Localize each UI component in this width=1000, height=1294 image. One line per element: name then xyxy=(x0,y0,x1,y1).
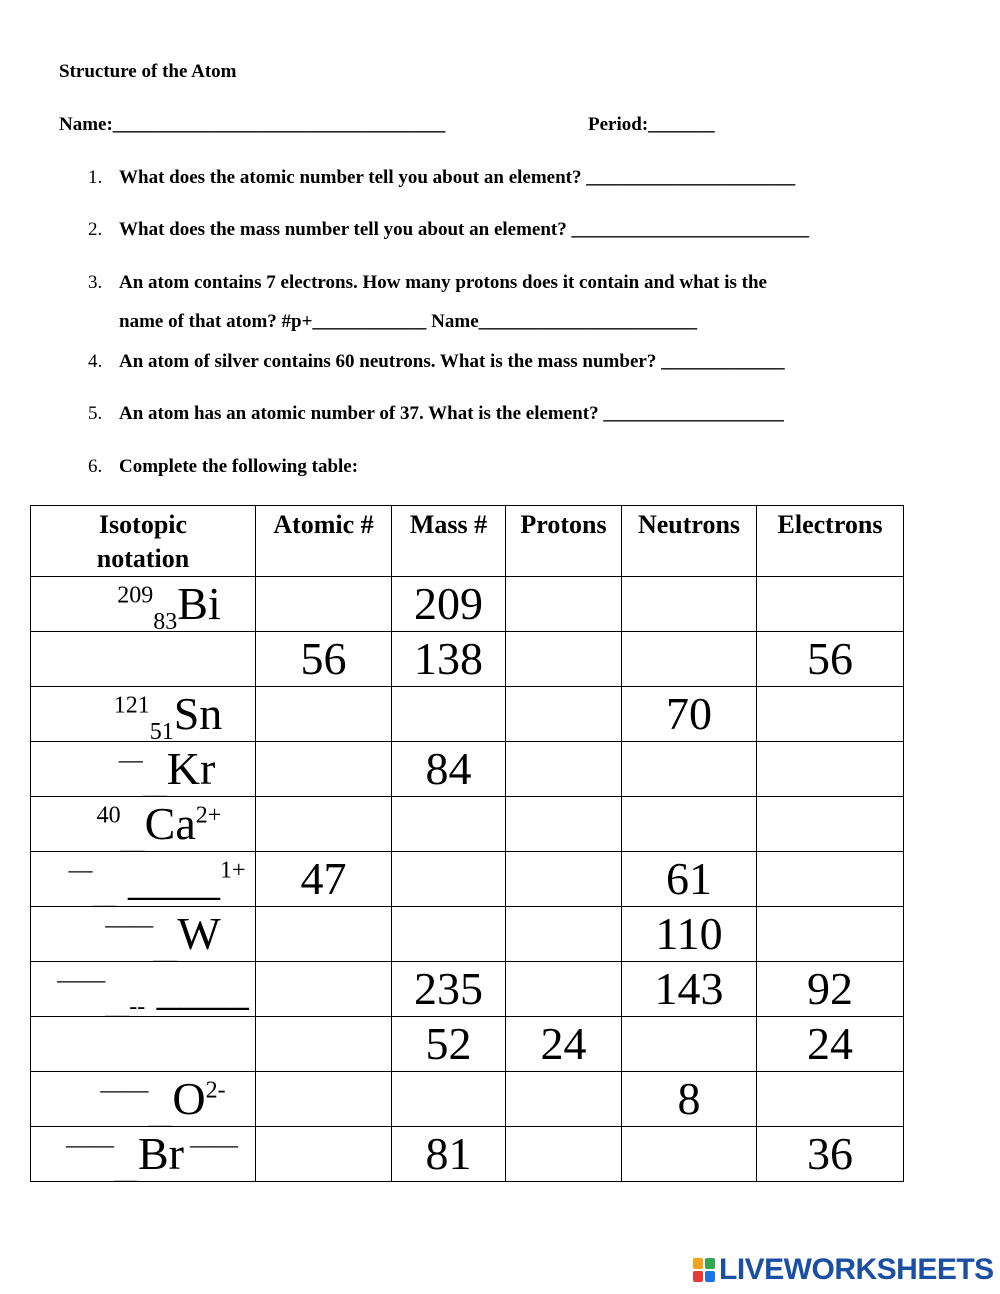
isotope-table xyxy=(30,505,904,1186)
cell-atomic-number[interactable] xyxy=(256,577,392,632)
charge-superscript: 1+ xyxy=(219,857,246,884)
logo-tile xyxy=(705,1271,715,1282)
header-isotopic-line2: notation xyxy=(96,544,190,573)
cell-protons[interactable] xyxy=(506,797,622,852)
mass-superscript: — xyxy=(118,747,143,774)
question-text[interactable]: What does the atomic number tell you about an element? ______________________ xyxy=(119,167,796,188)
cell-isotopic-notation[interactable] xyxy=(31,797,256,856)
table-row xyxy=(31,1017,904,1072)
atomic-subscript: __ xyxy=(153,939,178,966)
cell-electrons[interactable] xyxy=(757,907,904,962)
atomic-subscript: 83 xyxy=(153,609,178,636)
atomic-subscript: __-- xyxy=(105,994,146,1021)
cell-mass-number: 138 xyxy=(392,632,506,687)
question-text: Complete the following table: xyxy=(119,456,359,477)
cell-protons: 24 xyxy=(506,1017,622,1072)
logo-text: LIVEWORKSHEETS xyxy=(719,1253,994,1286)
cell-atomic-number[interactable] xyxy=(256,1017,392,1072)
question-text[interactable]: name of that atom? #p+____________ Name_______________________ xyxy=(119,311,698,332)
cell-atomic-number[interactable] xyxy=(256,1127,392,1182)
worksheet-title: Structure of the Atom xyxy=(59,61,237,82)
cell-mass-number: 209 xyxy=(392,577,506,632)
header-atomic-number: Atomic # xyxy=(256,506,392,577)
mass-superscript: —— xyxy=(100,1077,149,1104)
header-protons: Protons xyxy=(506,506,622,577)
cell-atomic-number[interactable] xyxy=(256,907,392,962)
table-row xyxy=(31,632,904,687)
cell-mass-number[interactable] xyxy=(392,852,506,907)
cell-neutrons[interactable] xyxy=(622,1127,757,1182)
cell-neutrons: 70 xyxy=(622,687,757,742)
cell-electrons: 92 xyxy=(757,962,904,1017)
cell-isotopic-notation[interactable] xyxy=(31,1072,256,1131)
question-number: 1. xyxy=(88,167,103,188)
cell-isotopic-notation[interactable] xyxy=(31,907,256,966)
cell-mass-number[interactable] xyxy=(392,907,506,962)
mass-superscript: —— xyxy=(66,1132,114,1159)
question-text[interactable]: An atom has an atomic number of 37. What is the element? ___________________ xyxy=(119,403,784,424)
cell-atomic-number: 56 xyxy=(256,632,392,687)
cell-protons[interactable] xyxy=(506,907,622,962)
cell-isotopic-notation[interactable] xyxy=(31,632,256,687)
cell-neutrons: 8 xyxy=(622,1072,757,1127)
cell-electrons: 36 xyxy=(757,1127,904,1182)
cell-electrons[interactable] xyxy=(757,742,904,797)
cell-protons[interactable] xyxy=(506,632,622,687)
cell-isotopic-notation[interactable] xyxy=(31,687,256,746)
cell-atomic-number[interactable] xyxy=(256,962,392,1017)
header-mass-number: Mass # xyxy=(392,506,506,577)
cell-protons[interactable] xyxy=(506,1127,622,1182)
cell-isotopic-notation[interactable] xyxy=(31,1127,256,1186)
cell-mass-number[interactable] xyxy=(392,797,506,852)
element-symbol: Sn xyxy=(173,688,223,739)
table-row xyxy=(31,962,904,1017)
logo-tile xyxy=(705,1258,715,1269)
table-row xyxy=(31,742,904,797)
header-isotopic-notation xyxy=(31,506,256,577)
cell-isotopic-notation[interactable] xyxy=(31,1017,256,1072)
element-symbol: ____ xyxy=(116,853,220,904)
cell-mass-number: 81 xyxy=(392,1127,506,1182)
cell-mass-number: 235 xyxy=(392,962,506,1017)
name-field[interactable]: Name:___________________________________ xyxy=(59,114,446,135)
element-symbol: W xyxy=(177,908,221,959)
atomic-subscript: __ xyxy=(92,884,117,911)
question-text: An atom contains 7 electrons. How many protons does it contain and what is the xyxy=(119,272,767,293)
charge-superscript: 2+ xyxy=(195,802,222,829)
question-number: 4. xyxy=(88,351,103,372)
cell-isotopic-notation[interactable] xyxy=(31,577,256,636)
cell-neutrons[interactable] xyxy=(622,742,757,797)
cell-protons[interactable] xyxy=(506,742,622,797)
atomic-subscript: 51 xyxy=(149,719,174,746)
logo-tile xyxy=(693,1271,703,1282)
mass-superscript: —— xyxy=(57,967,106,994)
question-number: 6. xyxy=(88,456,103,477)
period-field[interactable]: Period:_______ xyxy=(588,114,715,135)
cell-protons[interactable] xyxy=(506,852,622,907)
cell-neutrons[interactable] xyxy=(622,797,757,852)
cell-electrons[interactable] xyxy=(757,852,904,907)
table-row xyxy=(31,1072,904,1127)
cell-isotopic-notation[interactable] xyxy=(31,742,256,801)
cell-atomic-number[interactable] xyxy=(256,797,392,852)
cell-mass-number[interactable] xyxy=(392,687,506,742)
cell-neutrons[interactable] xyxy=(622,632,757,687)
element-symbol: ____ xyxy=(145,963,249,1014)
cell-atomic-number[interactable] xyxy=(256,687,392,742)
question-number: 3. xyxy=(88,272,103,293)
table-header-row xyxy=(31,506,904,577)
cell-atomic-number[interactable] xyxy=(256,1072,392,1127)
cell-mass-number[interactable] xyxy=(392,1072,506,1127)
cell-neutrons[interactable] xyxy=(622,577,757,632)
element-symbol: Ca xyxy=(144,798,196,849)
header-electrons: Electrons xyxy=(757,506,904,577)
question-text[interactable]: An atom of silver contains 60 neutrons. What is the mass number? _____________ xyxy=(119,351,785,372)
mass-superscript: — xyxy=(68,857,93,884)
header-isotopic-line1: Isotopic xyxy=(98,510,188,539)
cell-atomic-number[interactable] xyxy=(256,742,392,797)
cell-electrons[interactable] xyxy=(757,687,904,742)
cell-electrons: 56 xyxy=(757,632,904,687)
table-row xyxy=(31,797,904,852)
mass-superscript: 40 xyxy=(96,802,121,829)
cell-electrons[interactable] xyxy=(757,577,904,632)
cell-mass-number: 52 xyxy=(392,1017,506,1072)
cell-protons[interactable] xyxy=(506,687,622,742)
question-number: 2. xyxy=(88,219,103,240)
cell-isotopic-notation[interactable] xyxy=(31,962,256,1021)
atomic-subscript: __ xyxy=(142,774,167,801)
cell-atomic-number: 47 xyxy=(256,852,392,907)
mass-superscript: 209 xyxy=(117,582,154,609)
element-symbol: Bi xyxy=(177,578,221,629)
cell-neutrons: 110 xyxy=(622,907,757,962)
table-row xyxy=(31,907,904,962)
question-number: 5. xyxy=(88,403,103,424)
charge-superscript: 2- xyxy=(205,1077,226,1104)
header-neutrons: Neutrons xyxy=(622,506,757,577)
table-row xyxy=(31,1127,904,1182)
element-symbol: Br xyxy=(138,1128,184,1179)
atomic-subscript: __ xyxy=(148,1104,173,1131)
table-row xyxy=(31,687,904,742)
cell-protons[interactable] xyxy=(506,577,622,632)
cell-electrons: 24 xyxy=(757,1017,904,1072)
cell-electrons[interactable] xyxy=(757,797,904,852)
charge-superscript: —— xyxy=(184,1132,238,1159)
cell-neutrons: 61 xyxy=(622,852,757,907)
element-symbol: O xyxy=(172,1073,206,1124)
liveworksheets-logo xyxy=(693,1255,994,1285)
cell-neutrons[interactable] xyxy=(622,1017,757,1072)
table-row xyxy=(31,852,904,907)
logo-tile xyxy=(693,1258,703,1269)
mass-superscript: 121 xyxy=(113,692,150,719)
table-row xyxy=(31,577,904,632)
question-text[interactable]: What does the mass number tell you about an element? _________________________ xyxy=(119,219,809,240)
element-symbol: Kr xyxy=(166,743,216,794)
cell-protons[interactable] xyxy=(506,1072,622,1127)
atomic-subscript: __ xyxy=(114,1159,138,1186)
liveworksheets-logo-icon xyxy=(693,1258,715,1282)
cell-electrons[interactable] xyxy=(757,1072,904,1127)
cell-protons[interactable] xyxy=(506,962,622,1017)
cell-isotopic-notation[interactable] xyxy=(31,852,256,911)
cell-neutrons: 143 xyxy=(622,962,757,1017)
cell-mass-number: 84 xyxy=(392,742,506,797)
mass-superscript: —— xyxy=(105,912,154,939)
atomic-subscript: __ xyxy=(120,829,145,856)
